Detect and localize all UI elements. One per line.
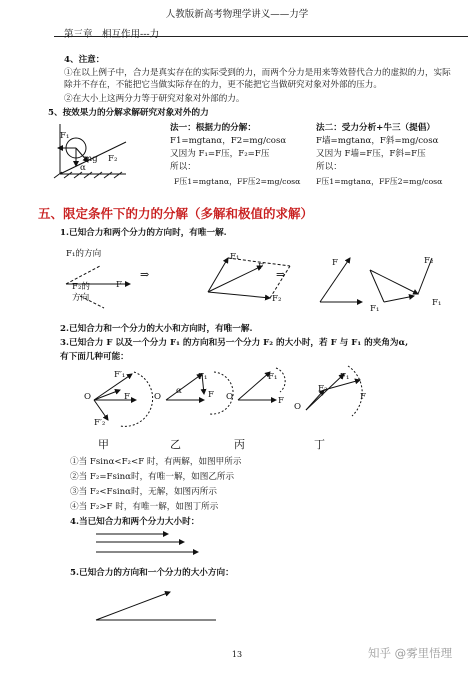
case-c-f-label: F — [278, 396, 284, 406]
caption-ding: 丁 — [314, 438, 325, 451]
case-2: ②当 F₂=Fsinα时，有唯一解，如图乙所示 — [70, 472, 235, 482]
f1-direction-label: F₁的方向 — [66, 249, 102, 259]
case-a-f2p-label: F′₂ — [94, 418, 106, 428]
case-d-f1-label: F₁ — [340, 372, 350, 382]
case-b-alpha-label: α — [176, 386, 182, 396]
para-5: 5.已知合力的方向和一个分力的大小方向： — [70, 568, 234, 578]
page-number: 13 — [231, 650, 243, 659]
method1-line-1: F1=mgtanα，F2=mg/cosα — [170, 136, 287, 146]
header-divider — [54, 36, 468, 37]
method2-title: 法二：受力分析+牛三（提倡） — [316, 123, 435, 133]
method2-line-3: 所以： — [316, 162, 342, 172]
notes-heading: 4、注意： — [64, 55, 105, 65]
case-a-f1p-label: F′₁ — [114, 370, 126, 380]
case-b-o-label: O — [154, 392, 162, 402]
fig2-f-label: F — [258, 262, 264, 272]
wedge-mg-label: mg — [84, 154, 98, 164]
fig3-f1-label: F₁ — [370, 304, 380, 314]
method1-line-2: 又因为 F₁=F压，F₂=F压 — [170, 149, 270, 159]
case-d-f2-label: F₂ — [318, 384, 328, 394]
fig4-f1-label: F₁ — [432, 298, 442, 308]
case-4: ④当 F₂>F 时，有唯一解，如图丁所示 — [70, 502, 219, 512]
notes-line-2: 除并不存在，不能把它当做实际存在的力，更不能把它当做研究对象对外部的压力。 — [64, 80, 382, 90]
caption-jia: 甲 — [98, 438, 109, 451]
method2-line-4: F压1=mgtanα，FF压2=mg/cosα — [316, 177, 443, 186]
direction-figure — [96, 590, 226, 626]
case-a-o-label: O — [84, 392, 92, 402]
f2-direction-label-2: 方向 — [72, 293, 90, 303]
case-b-f1-label: F₁ — [198, 372, 208, 382]
notes-line-3: ②在大小上这两分力等于研究对象对外部的力。 — [64, 94, 245, 104]
method2-line-1: F墙=mgtanα，F斜=mg/cosα — [316, 136, 439, 146]
case-1: ①当 Fsinα<F₂<F 时，有两解，如图甲所示 — [70, 457, 242, 467]
case-b-f-label: F — [208, 390, 214, 400]
para-2: 2.已知合力和一个分力的大小和方向时，有唯一解. — [60, 324, 253, 334]
notes-line-1: ①在以上例子中，合力是真实存在的实际受到的力，而两个分力是用来等效替代合力的虚拟的力，实际 — [64, 68, 451, 78]
fig2-f1-label: F₁ — [230, 252, 240, 262]
para-1: 1.已知合力和两个分力的方向时，有唯一解. — [60, 228, 227, 238]
three-vectors-figure — [96, 530, 206, 560]
fig3-f-label: F — [332, 258, 338, 268]
section-title: 五、限定条件下的力的分解（多解和极值的求解） — [38, 206, 314, 221]
fig2-f2-label: F₂ — [272, 294, 282, 304]
case-d-o-label: O — [294, 402, 302, 412]
fig4-f2-label: F₂ — [424, 256, 434, 266]
method1-title: 法一：根据力的分解： — [170, 123, 256, 133]
case-c-f1-label: F₁ — [268, 372, 278, 382]
case-d-f-label: F — [360, 392, 366, 402]
method1-line-4: F压1=mgtanα，FF压2=mg/cosα — [174, 177, 301, 186]
caption-bing: 丙 — [234, 438, 245, 451]
header-title: 人教版新高考物理学讲义——力学 — [165, 9, 309, 20]
para-3: 3.已知合力 F 以及一个分力 F₁ 的方向和另一个分力 F₂ 的大小时，若 F 与 F₁ 的夹角为α, — [60, 338, 409, 348]
watermark: 知乎 @雾里悟理 — [368, 646, 453, 660]
para-3b: 有下面几种可能： — [60, 352, 129, 362]
implies-arrow-1: ⇒ — [140, 268, 150, 281]
case-3: ③当 F₂<Fsinα时，无解，如图丙所示 — [70, 487, 217, 497]
decomposition-figure-1 — [60, 244, 460, 312]
wedge-alpha-label: α — [80, 163, 86, 173]
wedge-figure — [54, 122, 174, 184]
chapter-label: 第三章 相互作用---力 — [64, 29, 160, 40]
method2-line-2: 又因为 F墙=F压，F斜=F压 — [316, 149, 426, 159]
wedge-f2-label: F₂ — [108, 154, 118, 164]
method1-line-3: 所以： — [170, 162, 196, 172]
fig1-f-label: F — [116, 280, 122, 290]
case-a-f-label: F — [124, 392, 130, 402]
caption-yi: 乙 — [170, 438, 181, 451]
para-4: 4.当已知合力和两个分力大小时： — [70, 517, 200, 527]
case-c-o-label: O — [226, 392, 234, 402]
item5-heading: 5、按效果力的分解求解研究对象对外的力 — [48, 108, 209, 118]
f2-direction-label: F₂的 — [72, 282, 91, 292]
wedge-f1-label: F₁ — [60, 131, 70, 141]
implies-arrow-2: ⇒ — [276, 268, 286, 281]
